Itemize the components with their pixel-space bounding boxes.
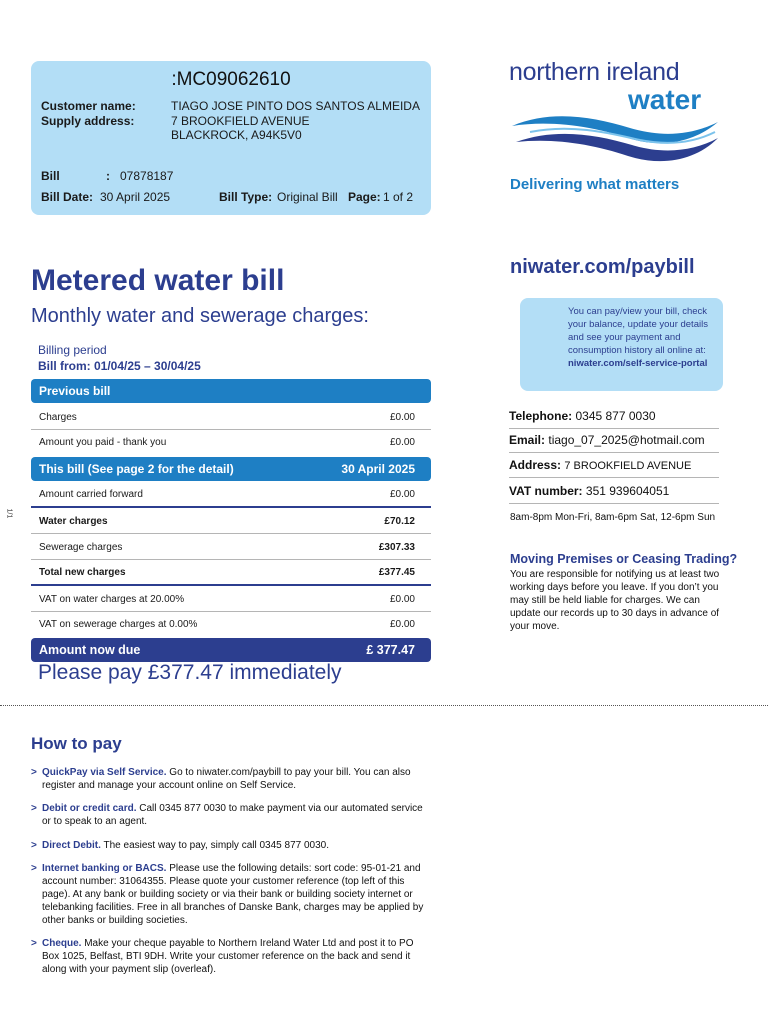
customer-name-label: Customer name: [41, 99, 136, 113]
email-contact [509, 433, 719, 453]
payment-method-title: Debit or credit card. [42, 803, 137, 814]
logo-waves-icon [510, 112, 720, 168]
amount-due-value: £ 377.47 [366, 643, 415, 657]
table-row [31, 535, 431, 560]
this-bill-header [31, 457, 431, 481]
address-value: 7 BROOKFIELD AVENUE [564, 460, 692, 472]
tear-off-divider [0, 705, 768, 706]
self-service-box [520, 298, 723, 391]
charges-value: £0.00 [389, 411, 415, 423]
amount-due-bar [31, 638, 431, 662]
bill-number-label: Bill [41, 169, 60, 183]
table-row [31, 430, 431, 455]
vat-sewerage-value: £0.00 [389, 619, 415, 630]
previous-bill-header-label: Previous bill [39, 384, 111, 398]
total-new-charges-label: Total new charges [39, 567, 126, 578]
amount-paid-value: £0.00 [389, 437, 415, 448]
payment-method-text: Call 0345 877 0030 to make payment via our automated service or to speak to an agent. [42, 803, 423, 827]
bill-date-label: Bill Date: [41, 190, 94, 204]
telephone-contact [509, 409, 719, 429]
payment-method-title: Internet banking or BACS. [42, 863, 167, 874]
logo-text-water: water [628, 84, 702, 115]
bullet-arrow-icon: > [31, 863, 37, 874]
opening-hours: 8am-8pm Mon-Fri, 8am-6pm Sat, 12-6pm Sun [510, 512, 716, 523]
amount-paid-label: Amount you paid - thank you [39, 437, 167, 448]
vat-number: 351 939604051 [585, 484, 670, 498]
customer-reference: :MC09062610 [171, 69, 291, 90]
billing-period-range: Bill from: 01/04/25 – 30/04/25 [38, 359, 201, 373]
page-title: Metered water bill [31, 264, 285, 297]
bill-type: Original Bill [277, 190, 338, 204]
bullet-arrow-icon: > [31, 767, 37, 778]
this-bill-header-label: This bill (See page 2 for the detail) [39, 462, 234, 476]
table-row [31, 483, 431, 508]
previous-bill-header [31, 379, 431, 403]
list-item [31, 862, 431, 927]
list-item [31, 802, 431, 828]
moving-premises-text: You are responsible for notifying us at least two working days before you leave. If you don’t you may still be held liable for charges. We can update our records up to 30 days in advance of your move. [510, 569, 720, 632]
how-to-pay-title: How to pay [31, 734, 122, 753]
logo-tagline: Delivering what matters [510, 176, 680, 193]
payment-method-title: QuickPay via Self Service. [42, 767, 167, 778]
payment-method-text: The easiest way to pay, simply call 0345 877 0030. [100, 840, 330, 851]
sewerage-charges-value: £307.33 [378, 541, 415, 553]
carried-forward-label: Amount carried forward [39, 489, 143, 500]
pay-immediately-message: Please pay £377.47 immediately [38, 661, 342, 684]
address-contact [509, 458, 719, 478]
vat-water-label: VAT on water charges at 20.00% [39, 593, 185, 605]
table-row [31, 509, 431, 534]
carried-forward-value: £0.00 [389, 489, 415, 500]
amount-due-label: Amount now due [39, 643, 141, 657]
email-label: Email: [509, 433, 546, 447]
payment-method-text: Please use the following details: sort code: 95-01-21 and account number: 31064355. Please quote your customer reference (top left of this page). At any bank or building society or via their bank or building society internet or telebanking facilities. Free in all branches of Danske Bank, charges may be applied by other banks or building societies. [42, 863, 424, 926]
list-item [31, 937, 431, 976]
supply-address-line1: 7 BROOKFIELD AVENUE [171, 114, 310, 128]
payment-method-title: Cheque. [42, 938, 82, 949]
table-row [31, 612, 431, 637]
bullet-arrow-icon: > [31, 938, 37, 949]
page-label: Page: [348, 190, 381, 204]
moving-premises-title: Moving Premises or Ceasing Trading? [510, 552, 738, 566]
charges-label: Charges [39, 411, 77, 423]
customer-name: TIAGO JOSE PINTO DOS SANTOS ALMEIDA [171, 99, 420, 113]
water-charges-value: £70.12 [384, 515, 415, 527]
payment-method-text: Make your cheque payable to Northern Ireland Water Ltd and post it to PO Box 1025, Belfast, BTI 9DH. Write your customer reference on the back and send it along with your payment slip (overleaf). [42, 938, 414, 975]
email-address: tiago_07_2025@hotmail.com [548, 433, 705, 447]
bullet-arrow-icon: > [31, 840, 37, 851]
table-row [31, 587, 431, 612]
payment-method-title: Direct Debit. [42, 840, 101, 851]
vat-number-label: VAT number: [509, 484, 583, 498]
bullet-arrow-icon: > [31, 803, 37, 814]
table-row [31, 405, 431, 430]
this-bill-date: 30 April 2025 [341, 462, 415, 476]
self-service-text: You can pay/view your bill, check your balance, update your details and see your payment and consumption history all online at: [568, 306, 708, 356]
paybill-link[interactable]: niwater.com/paybill [510, 256, 695, 278]
telephone-number: 0345 877 0030 [575, 409, 656, 423]
list-item [31, 839, 431, 852]
supply-address-line2: BLACKROCK, A94K5V0 [171, 128, 302, 142]
list-item [31, 766, 431, 792]
telephone-label: Telephone: [509, 409, 573, 423]
address-label: Address: [509, 458, 562, 472]
payment-method-text: Go to niwater.com/paybill to pay your bill. You can also register and manage your account online on Self Service. [42, 767, 411, 791]
table-row [31, 561, 431, 586]
page-mark: 1/1 [5, 508, 13, 519]
logo-text-northern-ireland: northern ireland [509, 58, 680, 86]
page-subtitle: Monthly water and sewerage charges: [31, 305, 369, 327]
total-new-charges-value: £377.45 [378, 567, 415, 578]
supply-address-label: Supply address: [41, 114, 135, 128]
vat-contact [509, 484, 719, 504]
water-charges-label: Water charges [39, 515, 108, 527]
self-service-info [568, 305, 718, 370]
self-service-link[interactable]: niwater.com/self-service-portal [568, 358, 708, 369]
bill-number-colon: : [106, 169, 110, 183]
billing-period-label: Billing period [38, 343, 107, 357]
customer-info-box [31, 61, 431, 215]
sewerage-charges-label: Sewerage charges [39, 541, 123, 553]
vat-water-value: £0.00 [389, 593, 415, 605]
bill-date: 30 April 2025 [100, 190, 171, 204]
page-number: 1 of 2 [383, 190, 414, 204]
vat-sewerage-label: VAT on sewerage charges at 0.00% [39, 619, 198, 630]
bill-number: 07878187 [120, 169, 174, 183]
bill-type-label: Bill Type: [219, 190, 273, 204]
